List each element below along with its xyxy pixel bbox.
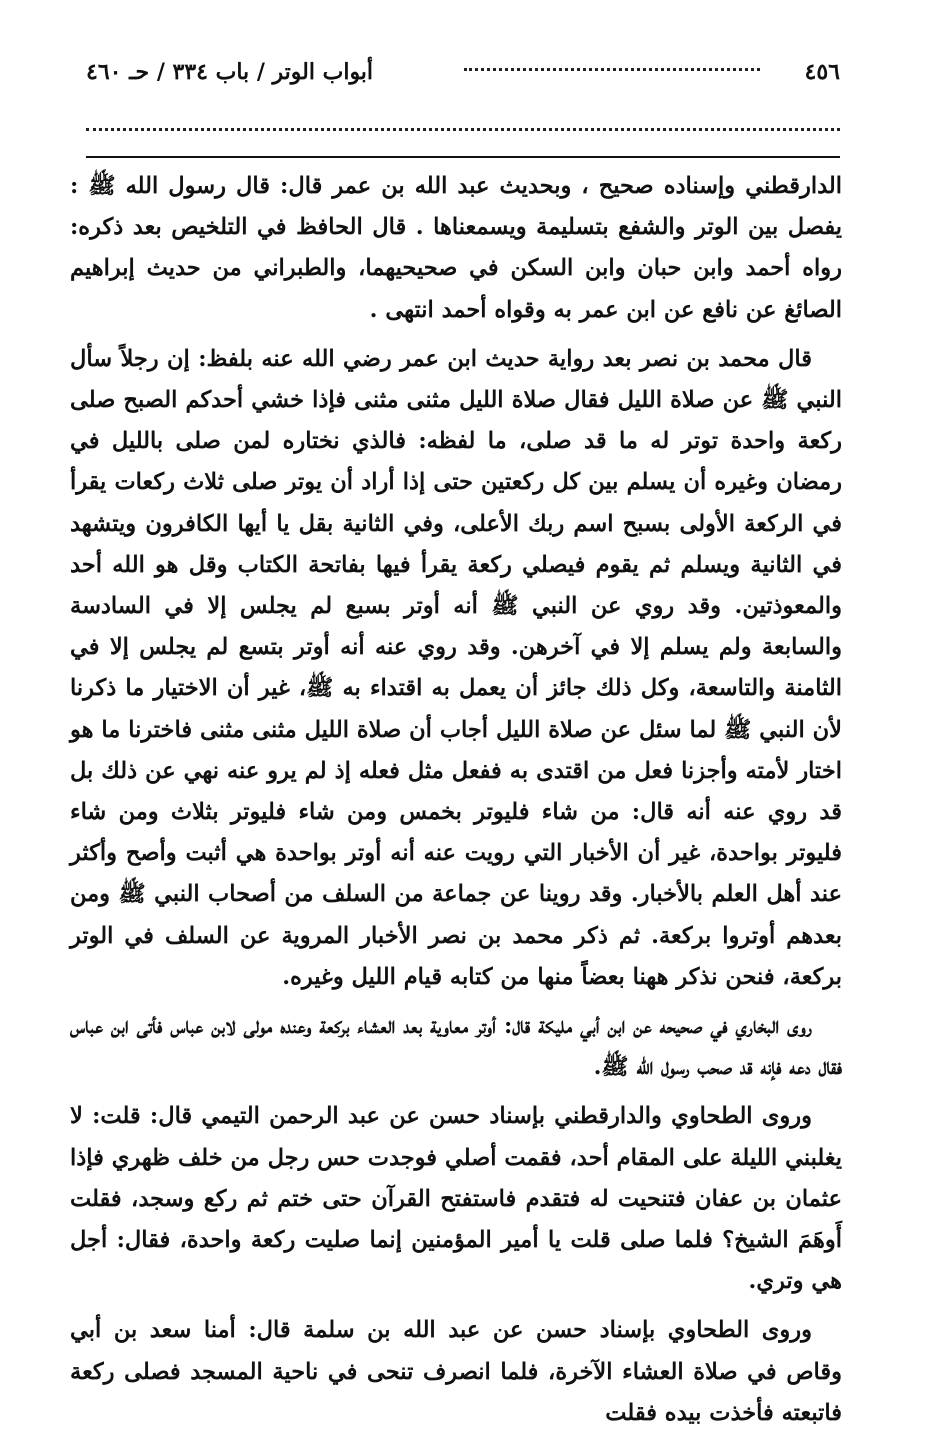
paragraph: روى البخاري في صحيحه عن ابن أبي مليكة قال: أوتر معاوية بعد العشاء بركعة وعنده مولى لابن عباس فأتى ابن عباس فقال دعه فإنه قد صحب رسول الله ﷺ. [70, 1013, 842, 1081]
paragraph: قال محمد بن نصر بعد رواية حديث ابن عمر رضي الله عنه بلفظ: إن رجلاً سأل النبي ﷺ عن صلاة الليل فقال صلاة الليل مثنى مثنى فإذا خشي أحدكم الصبح صلى ركعة واحدة توتر له ما قد صلى، ما لفظه: فالذي نختاره لمن صلى بالليل في رمضان وغيره أن يسلم بين كل ركعتين حتى إذا أراد أن يوتر صلى ثلاث ركعات يقرأ في الركعة الأولى بسبح اسم ربك الأعلى، وفي الثانية بقل يا أيها الكافرون ويتشهد في الثانية ويسلم ثم يقوم فيصلي ركعة يقرأ فيها بفاتحة الكتاب وقل هو الله أحد والمعوذتين. وقد روي عن النبي ﷺ أنه أوتر بسبع لم يجلس إلا في السادسة والسابعة ولم يسلم إلا في آخرهن. وقد روي عنه أنه أوتر بتسع لم يجلس إلا في الثامنة والتاسعة، وكل ذلك جائز أن يعمل به اقتداء به ﷺ، غير أن الاختيار ما ذكرنا لأن النبي ﷺ لما سئل عن صلاة الليل أجاب أن صلاة الليل مثنى مثنى فاخترنا ما هو اختار لأمته وأجزنا فعل من اقتدى به ففعل مثل فعله إذ لم يرو عنه نهي عن ذلك بل قد روي عنه أنه قال: من شاء فليوتر بخمس ومن شاء فليوتر بثلاث ومن شاء فليوتر بواحدة، غير أن الأخبار التي رويت عنه أنه أوتر بواحدة هي أثبت وأصح وأكثر عند أهل العلم بالأخبار. وقد روينا عن جماعة من السلف من أصحاب النبي ﷺ ومن بعدهم أوتروا بركعة. ثم ذكر محمد بن نصر الأخبار المروية عن السلف في الوتر بركعة، فنحن نذكر ههنا بعضاً منها من كتابه قيام الليل وغيره. [70, 345, 842, 990]
page-header [86, 52, 840, 92]
running-title: أبواب الوتر / باب ٣٣٤ / حـ ٤٦٠ [86, 59, 374, 85]
page-body [70, 166, 842, 1426]
paragraph: وروى الطحاوي والدارقطني بإسناد حسن عن عبد الرحمن التيمي قال: قلت: لا يغلبني الليلة على المقام أحد، فقمت أصلي فوجدت حس رجل من خلف ظهري فإذا عثمان بن عفان فتنحيت له فتقدم فاستفتح القرآن حتى ختم ثم ركع وسجد، فقلت أَوهَمَ الشيخ؟ فلما صلى قلت يا أمير المؤمنين إنما صليت ركعة واحدة، فقال: أجل هي وتري. [70, 1103, 842, 1295]
paragraph: الدارقطني وإسناده صحيح ، وبحديث عبد الله بن عمر قال: قال رسول الله ﷺ : يفصل بين الوتر والشفع بتسليمة ويسمعناها . قال الحافظ في التلخيص بعد ذكره: رواه أحمد وابن حبان وابن السكن في صحيحيهما، والطبراني من حديث إبراهيم الصائغ عن نافع عن ابن عمر به وقواه أحمد انتهى . [70, 173, 842, 323]
page-number: ٤٥٦ [804, 59, 840, 85]
header-dotted-leader [464, 68, 760, 71]
paragraph: وروى الطحاوي بإسناد حسن عن عبد الله بن سلمة قال: أمنا سعد بن أبي وقاص في صلاة العشاء الآخرة، فلما انصرف تنحى في ناحية المسجد فصلى ركعة فاتبعته فأخذت بيده فقلت [70, 1317, 842, 1426]
header-dotted-line [86, 128, 840, 131]
header-rule [86, 156, 840, 158]
